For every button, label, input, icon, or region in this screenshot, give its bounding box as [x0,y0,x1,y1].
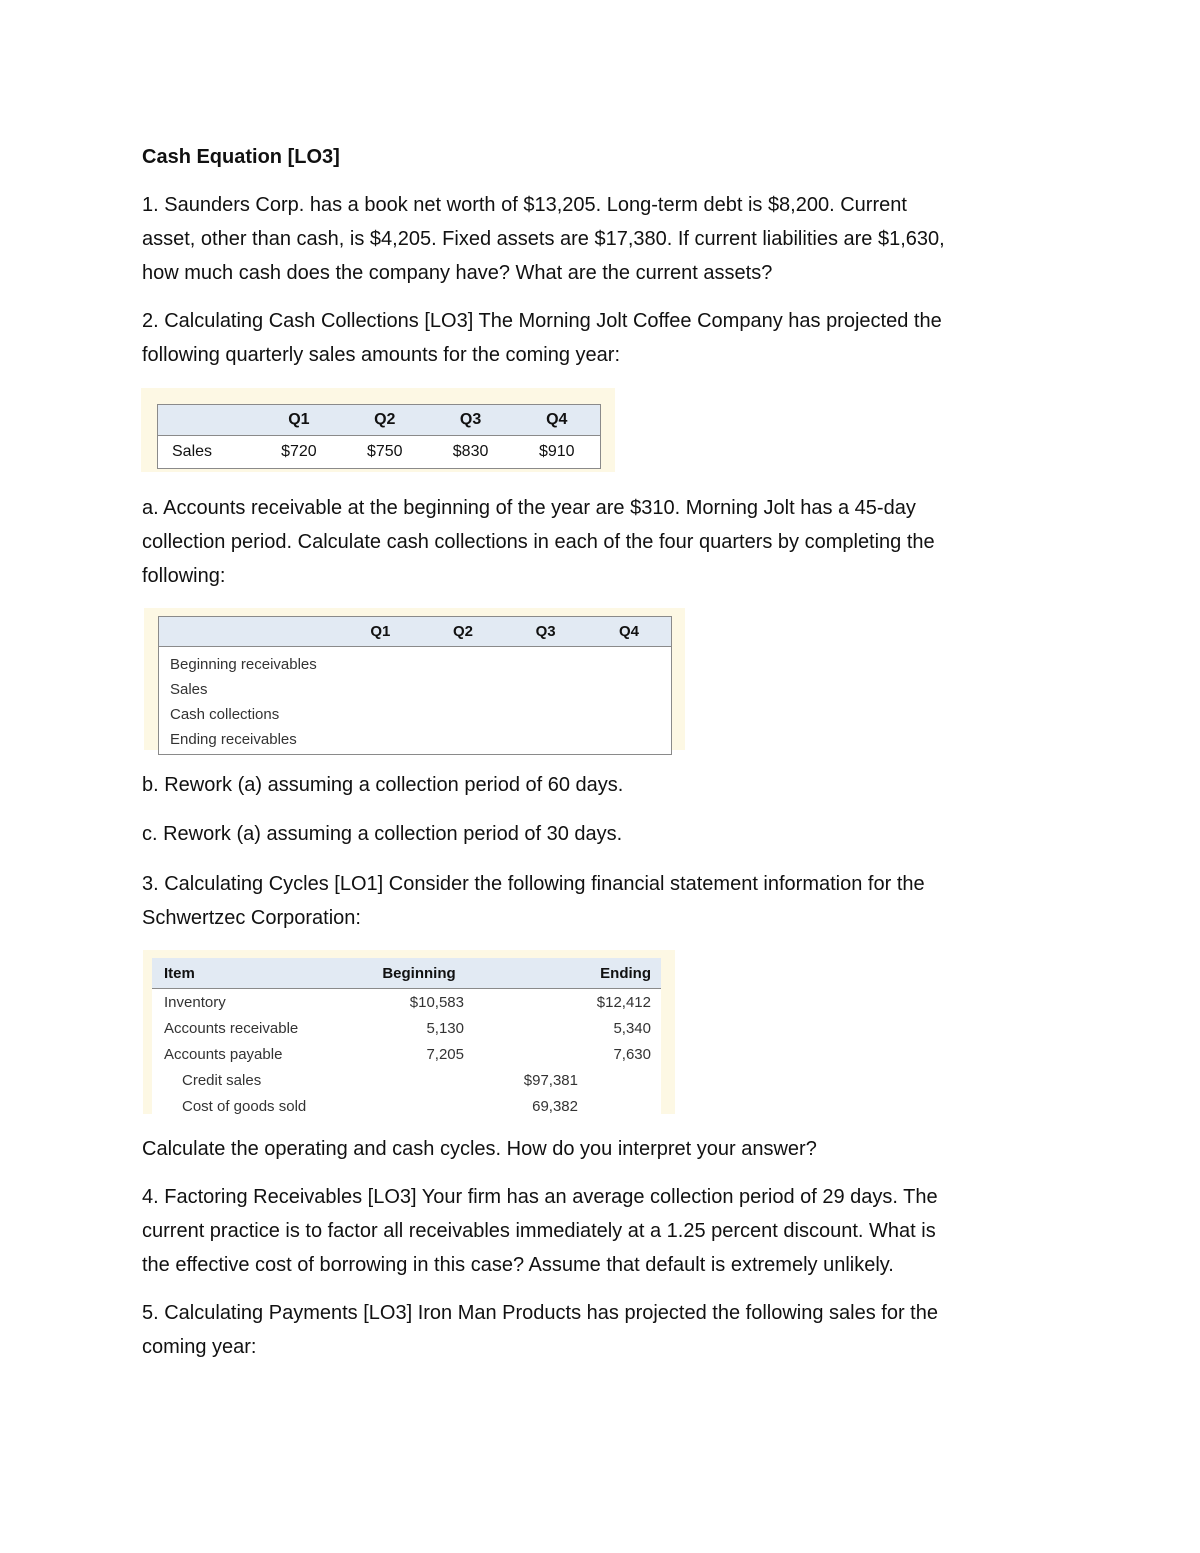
paragraph-line: following quarterly sales amounts for the coming year: [142,344,621,366]
table-header-cell: Q1 [256,405,342,436]
table-row [152,1041,661,1067]
table-row-label: Ending receivables [170,731,297,748]
table-cell: Sales [172,443,213,460]
table-row [159,702,672,727]
question-3 [142,867,1067,935]
table-cell: $910 [538,443,575,460]
table-header-cell: Q1 [339,617,422,647]
table-header-cell: Q4 [513,405,600,436]
paragraph-line: following: [142,565,226,587]
question-3-prompt [142,1132,1067,1166]
table-cell [579,1093,661,1119]
table-cell: 69,382 [532,1097,578,1115]
table-row [152,1067,661,1093]
cycles-table [152,958,661,1119]
table-row [152,989,661,1016]
paragraph-line: 5. Calculating Payments [LO3] Iron Man Products has projected the following sales for the [142,1302,938,1324]
receivables-table-image [144,608,685,750]
table-cell [465,1041,579,1067]
heading-text: Cash Equation [LO3] [142,146,340,168]
table-header-row [159,617,672,647]
sales-table-image [141,388,615,472]
table-header-cell [159,617,340,647]
table-row [159,647,672,678]
table-cell: $97,381 [523,1071,578,1089]
section-heading [142,140,1067,174]
paragraph-line: c. Rework (a) assuming a collection period of 30 days. [142,823,623,845]
table-cell: 7,630 [613,1045,651,1063]
table-cell: $10,583 [409,993,464,1011]
table-header-cell: Beginning [373,958,465,989]
table-cell: Accounts payable [164,1045,283,1063]
table-cell: Credit sales [182,1071,262,1089]
table-row [159,677,672,702]
table-row [152,1015,661,1041]
table-row [158,436,601,469]
table-cell [373,1093,465,1119]
table-header-cell: Q3 [504,617,587,647]
question-2-part-a [142,491,1067,593]
table-cell: 5,340 [613,1019,651,1037]
question-2-part-b [142,768,1067,802]
table-header-cell: Item [152,958,373,989]
table-row-label: Cash collections [170,706,280,723]
table-header-row [152,958,661,989]
paragraph-line: Calculate the operating and cash cycles. How do you interpret your answer? [142,1138,817,1160]
paragraph-line: collection period. Calculate cash collections in each of the four quarters by completing the [142,531,935,553]
table-header-cell: Q2 [422,617,505,647]
question-2 [142,304,1067,372]
table-cell: 5,130 [426,1019,464,1037]
paragraph-line: 2. Calculating Cash Collections [LO3] The Morning Jolt Coffee Company has projected the [142,310,942,332]
table-cell: $750 [366,443,403,460]
paragraph-line: coming year: [142,1336,257,1358]
table-header-cell: Q4 [587,617,672,647]
paragraph-line: the effective cost of borrowing in this case? Assume that default is extremely unlikely. [142,1254,894,1276]
table-header-cell: Q2 [342,405,428,436]
paragraph-line: how much cash does the company have? What are the current assets? [142,262,773,284]
table-header-cell [158,405,257,436]
cycles-table-image [143,950,675,1114]
table-cell: Cost of goods sold [182,1097,307,1115]
table-cell [465,1015,579,1041]
question-1 [142,188,1067,290]
table-cell [579,1067,661,1093]
table-header-row [158,405,601,436]
table-cell: $720 [281,443,317,460]
table-row-label: Beginning receivables [170,656,317,673]
table-row [159,727,672,755]
question-4 [142,1180,1067,1282]
table-cell: $830 [452,443,489,460]
table-cell: Accounts receivable [164,1019,299,1037]
paragraph-line: 3. Calculating Cycles [LO1] Consider the following financial statement information for the [142,873,925,895]
paragraph-line: a. Accounts receivable at the beginning of the year are $310. Morning Jolt has a 45-day [142,497,916,519]
paragraph-line: asset, other than cash, is $4,205. Fixed assets are $17,380. If current liabilities are $1,630, [142,228,945,250]
sales-table [157,404,601,469]
paragraph-line: 1. Saunders Corp. has a book net worth of $13,205. Long-term debt is $8,200. Current [142,194,907,216]
table-cell: 7,205 [426,1045,464,1063]
table-header-cell: Ending [579,958,661,989]
receivables-table [158,616,672,755]
paragraph-line: Schwertzec Corporation: [142,907,361,929]
table-row-label: Sales [170,681,208,698]
table-cell [465,989,579,1016]
paragraph-line: 4. Factoring Receivables [LO3] Your firm has an average collection period of 29 days. The [142,1186,938,1208]
table-header-cell: Q3 [428,405,514,436]
paragraph-line: current practice is to factor all receivables immediately at a 1.25 percent discount. What is [142,1220,936,1242]
table-header-cell [465,958,579,989]
table-row [152,1093,661,1119]
table-cell [373,1067,465,1093]
table-cell: $12,412 [596,993,651,1011]
question-5 [142,1296,1067,1364]
paragraph-line: b. Rework (a) assuming a collection period of 60 days. [142,774,624,796]
table-cell: Inventory [164,993,226,1011]
question-2-part-c [142,817,1067,851]
